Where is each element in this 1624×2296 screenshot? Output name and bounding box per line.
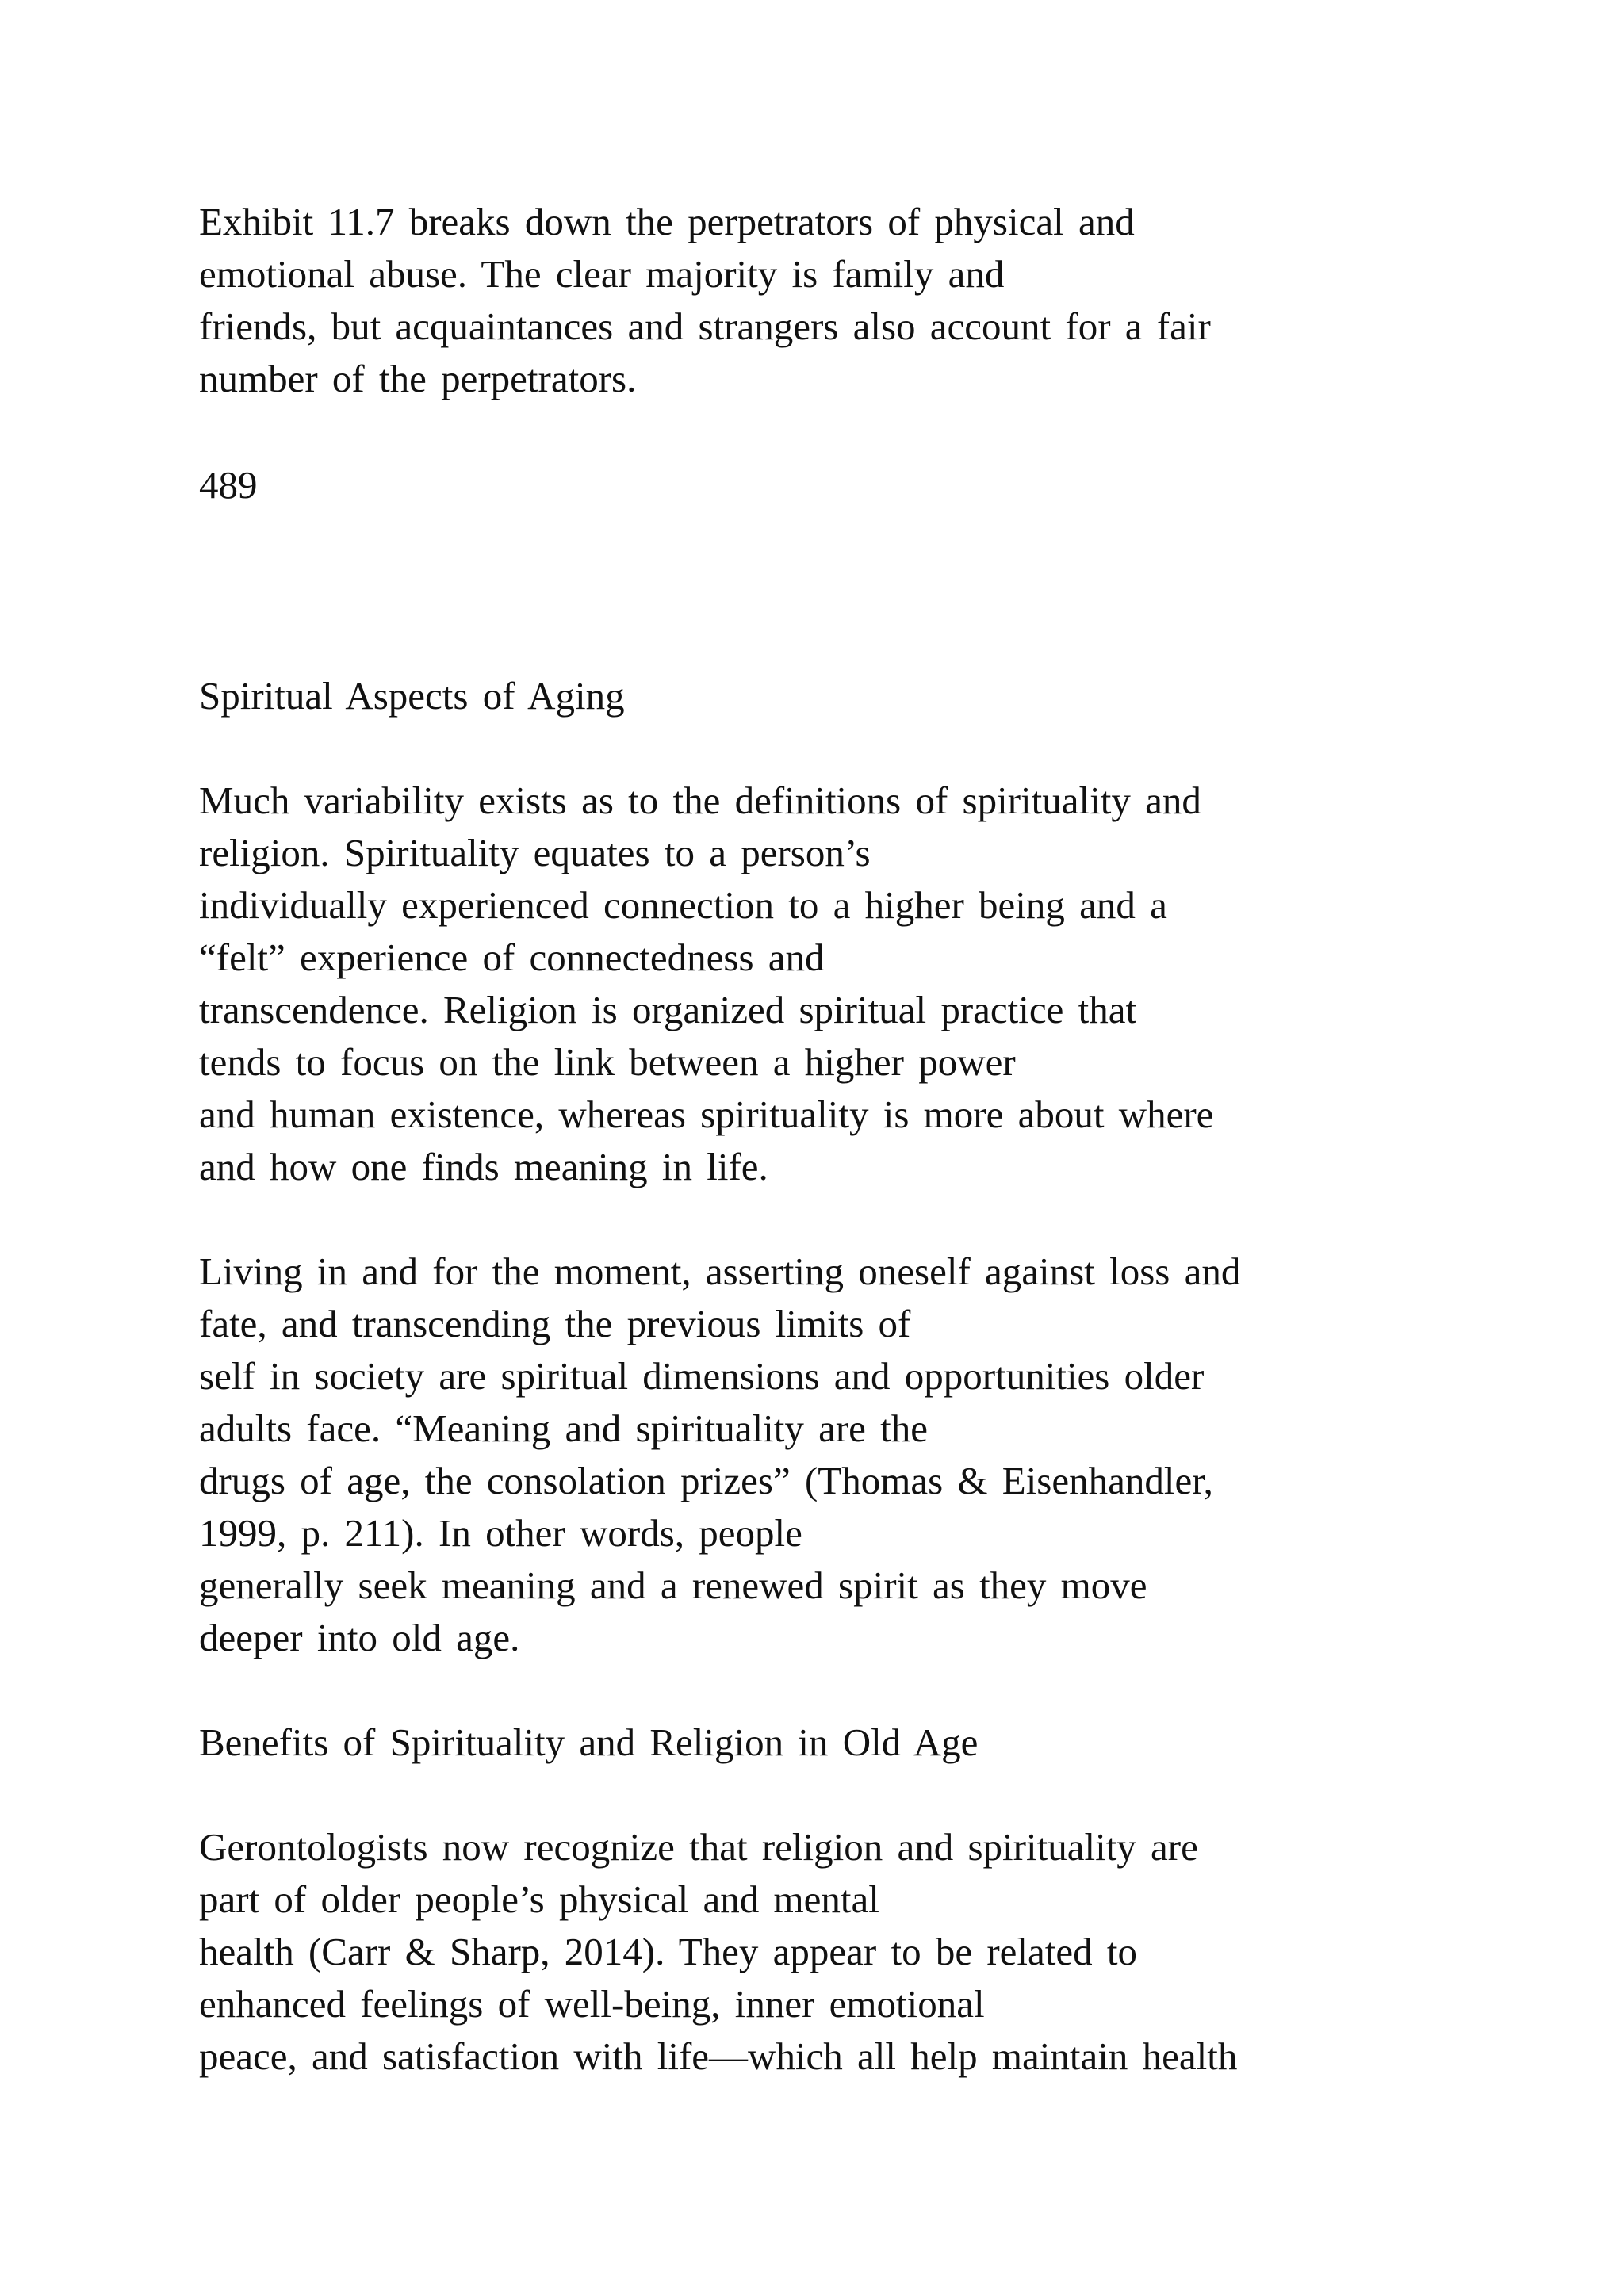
paragraph-1-line-4: number of the perpetrators. <box>199 357 637 400</box>
paragraph-2-line-7: and human existence, whereas spirituality is more about where <box>199 1093 1214 1136</box>
paragraph-4-line-2: part of older people’s physical and mental <box>199 1877 879 1921</box>
paragraph-2-line-6: tends to focus on the link between a higher power <box>199 1040 1016 1084</box>
paragraph-3-line-1: Living in and for the moment, asserting oneself against loss and <box>199 1249 1241 1293</box>
paragraph-2-line-3: individually experienced connection to a higher being and a <box>199 883 1167 927</box>
paragraph-4-line-1: Gerontologists now recognize that religion and spirituality are <box>199 1825 1198 1869</box>
section-heading-benefits: Benefits of Spirituality and Religion in Old Age <box>199 1720 979 1764</box>
paragraph-3-line-2: fate, and transcending the previous limits of <box>199 1302 911 1345</box>
paragraph-1-line-2: emotional abuse. The clear majority is family and <box>199 252 1005 296</box>
paragraph-1-line-1: Exhibit 11.7 breaks down the perpetrators of physical and <box>199 200 1135 243</box>
paragraph-4-line-3: health (Carr & Sharp, 2014). They appear to be related to <box>199 1930 1137 1973</box>
paragraph-3-line-6: 1999, p. 211). In other words, people <box>199 1511 802 1555</box>
paragraph-3-line-7: generally seek meaning and a renewed spirit as they move <box>199 1563 1147 1607</box>
paragraph-1-line-3: friends, but acquaintances and strangers also account for a fair <box>199 304 1211 348</box>
paragraph-3-line-4: adults face. “Meaning and spirituality are the <box>199 1406 929 1450</box>
paragraph-4-line-5: peace, and satisfaction with life—which all help maintain health <box>199 2034 1238 2078</box>
paragraph-2-line-5: transcendence. Religion is organized spiritual practice that <box>199 988 1137 1031</box>
paragraph-2-line-1: Much variability exists as to the definitions of spirituality and <box>199 779 1201 822</box>
page-number: 489 <box>199 463 258 507</box>
paragraph-3-line-3: self in society are spiritual dimensions and opportunities older <box>199 1354 1205 1398</box>
paragraph-3-line-8: deeper into old age. <box>199 1616 520 1659</box>
paragraph-4-line-4: enhanced feelings of well-being, inner emotional <box>199 1982 985 2026</box>
paragraph-3-line-5: drugs of age, the consolation prizes” (Thomas & Eisenhandler, <box>199 1459 1213 1502</box>
section-heading-spiritual-aspects: Spiritual Aspects of Aging <box>199 674 625 718</box>
paragraph-2-line-8: and how one finds meaning in life. <box>199 1145 768 1188</box>
paragraph-2-line-4: “felt” experience of connectedness and <box>199 936 825 979</box>
paragraph-2-line-2: religion. Spirituality equates to a person’s <box>199 831 871 874</box>
